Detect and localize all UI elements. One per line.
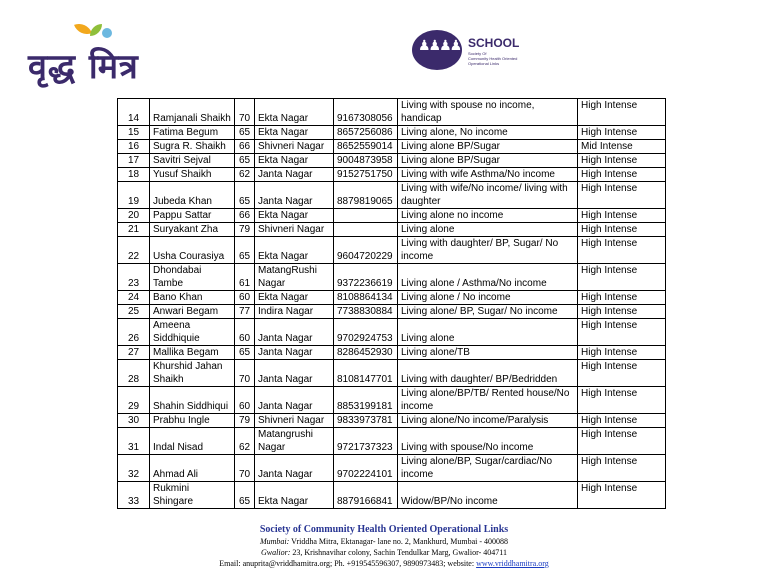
intensity-cell: High Intense [578,209,666,223]
website-link[interactable]: www.vriddhamitra.org [476,559,549,568]
intensity-cell: High Intense [578,126,666,140]
phone-cell: 9372236619 [334,264,398,291]
status-cell: Living with daughter/ BP, Sugar/ No income [398,237,578,264]
area-cell: MatangRushi Nagar [255,264,334,291]
name-cell: Savitri Sejval [150,154,235,168]
age-cell: 66 [235,140,255,154]
age-cell: 70 [235,99,255,126]
area-cell: Shivneri Nagar [255,140,334,154]
row-number: 25 [118,305,150,319]
row-number: 29 [118,387,150,414]
phone-cell: 8879166841 [334,482,398,509]
age-cell: 65 [235,237,255,264]
school-logo-title: SCHOOL [468,36,520,50]
area-cell: Ekta Nagar [255,99,334,126]
name-cell: Prabhu Ingle [150,414,235,428]
status-cell: Living alone [398,319,578,346]
footer-mumbai-address: Mumbai: Vriddha Mitra, Ektanagar- lane no. 2, Mankhurd, Mumbai - 400088 [259,537,509,546]
area-cell: Janta Nagar [255,360,334,387]
area-cell: Matangrushi Nagar [255,428,334,455]
name-cell: Jubeda Khan [150,182,235,209]
phone-cell: 9604720229 [334,237,398,264]
phone-cell: 8657256086 [334,126,398,140]
status-cell: Living with wife/No income/ living with daughter [398,182,578,209]
name-cell: Ahmad Ali [150,455,235,482]
phone-cell: 8853199181 [334,387,398,414]
name-cell: Rukmini Shingare [150,482,235,509]
name-cell: Ramjanali Shaikh [150,99,235,126]
name-cell: Anwari Begam [150,305,235,319]
row-number: 19 [118,182,150,209]
area-cell: Shivneri Nagar [255,223,334,237]
table-row [118,140,666,154]
status-cell: Living alone / Asthma/No income [398,264,578,291]
age-cell: 65 [235,482,255,509]
table-row [118,305,666,319]
status-cell: Living with spouse no income, handicap [398,99,578,126]
status-cell: Living alone/BP/TB/ Rented house/No income [398,387,578,414]
name-cell: Sugra R. Shaikh [150,140,235,154]
row-number: 32 [118,455,150,482]
intensity-cell: High Intense [578,154,666,168]
intensity-cell: High Intense [578,237,666,264]
area-cell: Janta Nagar [255,168,334,182]
name-cell: Fatima Begum [150,126,235,140]
phone-cell: 7738830884 [334,305,398,319]
phone-cell: 8652559014 [334,140,398,154]
logo-leaf-icon [102,28,112,38]
row-number: 21 [118,223,150,237]
status-cell: Living alone/TB [398,346,578,360]
intensity-cell: High Intense [578,305,666,319]
age-cell: 70 [235,360,255,387]
row-number: 26 [118,319,150,346]
table-row [118,182,666,209]
area-cell: Ekta Nagar [255,126,334,140]
area-cell: Shivneri Nagar [255,414,334,428]
school-logo [412,30,532,72]
phone-cell [334,209,398,223]
phone-cell: 9702924753 [334,319,398,346]
age-cell: 77 [235,305,255,319]
phone-cell: 9702224101 [334,455,398,482]
age-cell: 60 [235,387,255,414]
intensity-cell: High Intense [578,319,666,346]
status-cell: Living alone/No income/Paralysis [398,414,578,428]
table-row [118,387,666,414]
name-cell: Ameena Siddhiquie [150,319,235,346]
phone-cell: 8108864134 [334,291,398,305]
row-number: 33 [118,482,150,509]
age-cell: 65 [235,154,255,168]
intensity-cell: High Intense [578,182,666,209]
area-cell: Ekta Nagar [255,482,334,509]
age-cell: 65 [235,126,255,140]
row-number: 18 [118,168,150,182]
phone-cell: 9833973781 [334,414,398,428]
intensity-cell: High Intense [578,264,666,291]
name-cell: Mallika Begam [150,346,235,360]
area-cell: Janta Nagar [255,182,334,209]
row-number: 20 [118,209,150,223]
vriddha-mitra-logo [28,22,139,92]
table-row [118,455,666,482]
footer-org-name: Society of Community Health Oriented Operational Links [259,524,509,535]
table-row [118,414,666,428]
logo-text: वृद्ध मित्र [28,47,139,87]
phone-cell: 9004873958 [334,154,398,168]
table-row [118,99,666,126]
row-number: 30 [118,414,150,428]
name-cell: Khurshid Jahan Shaikh [150,360,235,387]
area-cell: Janta Nagar [255,387,334,414]
row-number: 28 [118,360,150,387]
phone-cell: 9721737323 [334,428,398,455]
age-cell: 65 [235,182,255,209]
age-cell: 79 [235,223,255,237]
table-row [118,319,666,346]
people-icon: ♟♟♟♟♟ [418,38,471,54]
area-cell: Ekta Nagar [255,291,334,305]
phone-cell: 9152751750 [334,168,398,182]
row-number: 22 [118,237,150,264]
phone-cell: 8286452930 [334,346,398,360]
row-number: 15 [118,126,150,140]
status-cell: Living alone / No income [398,291,578,305]
age-cell: 70 [235,455,255,482]
age-cell: 62 [235,168,255,182]
area-cell: Janta Nagar [255,346,334,360]
name-cell: Pappu Sattar [150,209,235,223]
intensity-cell: High Intense [578,291,666,305]
table-row [118,223,666,237]
age-cell: 60 [235,319,255,346]
table-row [118,346,666,360]
age-cell: 62 [235,428,255,455]
area-cell: Ekta Nagar [255,237,334,264]
table-row [118,360,666,387]
beneficiary-table [117,98,666,509]
area-cell: Indira Nagar [255,305,334,319]
area-cell: Janta Nagar [255,319,334,346]
table-row [118,428,666,455]
table-row [118,209,666,223]
footer-contact: Email: anuprita@vriddhamitra.org; Ph. +919545596307, 9890973483; website: www.vriddhamitra.org [219,559,549,568]
age-cell: 79 [235,414,255,428]
intensity-cell: Mid Intense [578,140,666,154]
footer [0,523,768,569]
status-cell: Living with daughter/ BP/Bedridden [398,360,578,387]
status-cell: Living alone BP/Sugar [398,140,578,154]
row-number: 14 [118,99,150,126]
status-cell: Living with spouse/No income [398,428,578,455]
status-cell: Widow/BP/No income [398,482,578,509]
intensity-cell: High Intense [578,428,666,455]
phone-cell [334,223,398,237]
name-cell: Shahin Siddhiqui [150,387,235,414]
row-number: 24 [118,291,150,305]
status-cell: Living alone/BP, Sugar/cardiac/No income [398,455,578,482]
area-cell: Ekta Nagar [255,154,334,168]
status-cell: Living alone/ BP, Sugar/ No income [398,305,578,319]
logo-leaf-icon [90,24,102,36]
age-cell: 65 [235,346,255,360]
row-number: 17 [118,154,150,168]
phone-cell: 8108147701 [334,360,398,387]
table-row [118,482,666,509]
status-cell: Living alone BP/Sugar [398,154,578,168]
intensity-cell: High Intense [578,387,666,414]
status-cell: Living alone, No income [398,126,578,140]
row-number: 23 [118,264,150,291]
name-cell: Indal Nisad [150,428,235,455]
table-row [118,237,666,264]
name-cell: Usha Courasiya [150,237,235,264]
footer-gwalior-address: Gwalior: 23, Krishnavihar colony, Sachin Tendulkar Marg, Gwalior- 404711 [261,548,507,557]
intensity-cell: High Intense [578,482,666,509]
intensity-cell: High Intense [578,168,666,182]
name-cell: Suryakant Zha [150,223,235,237]
status-cell: Living alone [398,223,578,237]
intensity-cell: High Intense [578,360,666,387]
age-cell: 61 [235,264,255,291]
row-number: 27 [118,346,150,360]
table-row [118,126,666,140]
status-cell: Living alone no income [398,209,578,223]
table-row [118,264,666,291]
age-cell: 60 [235,291,255,305]
intensity-cell: High Intense [578,346,666,360]
name-cell: Bano Khan [150,291,235,305]
area-cell: Ekta Nagar [255,209,334,223]
table-row [118,154,666,168]
phone-cell: 8879819065 [334,182,398,209]
age-cell: 66 [235,209,255,223]
intensity-cell: High Intense [578,223,666,237]
name-cell: Dhondabai Tambe [150,264,235,291]
row-number: 16 [118,140,150,154]
school-logo-emblem [412,30,471,70]
intensity-cell: High Intense [578,455,666,482]
intensity-cell: High Intense [578,414,666,428]
table-row [118,291,666,305]
name-cell: Yusuf Shaikh [150,168,235,182]
phone-cell: 9167308056 [334,99,398,126]
school-logo-subtitle: Society Of Community Health Oriented Operational Links [468,51,518,66]
status-cell: Living with wife Asthma/No income [398,168,578,182]
intensity-cell: High Intense [578,99,666,126]
area-cell: Janta Nagar [255,455,334,482]
table-row [118,168,666,182]
row-number: 31 [118,428,150,455]
